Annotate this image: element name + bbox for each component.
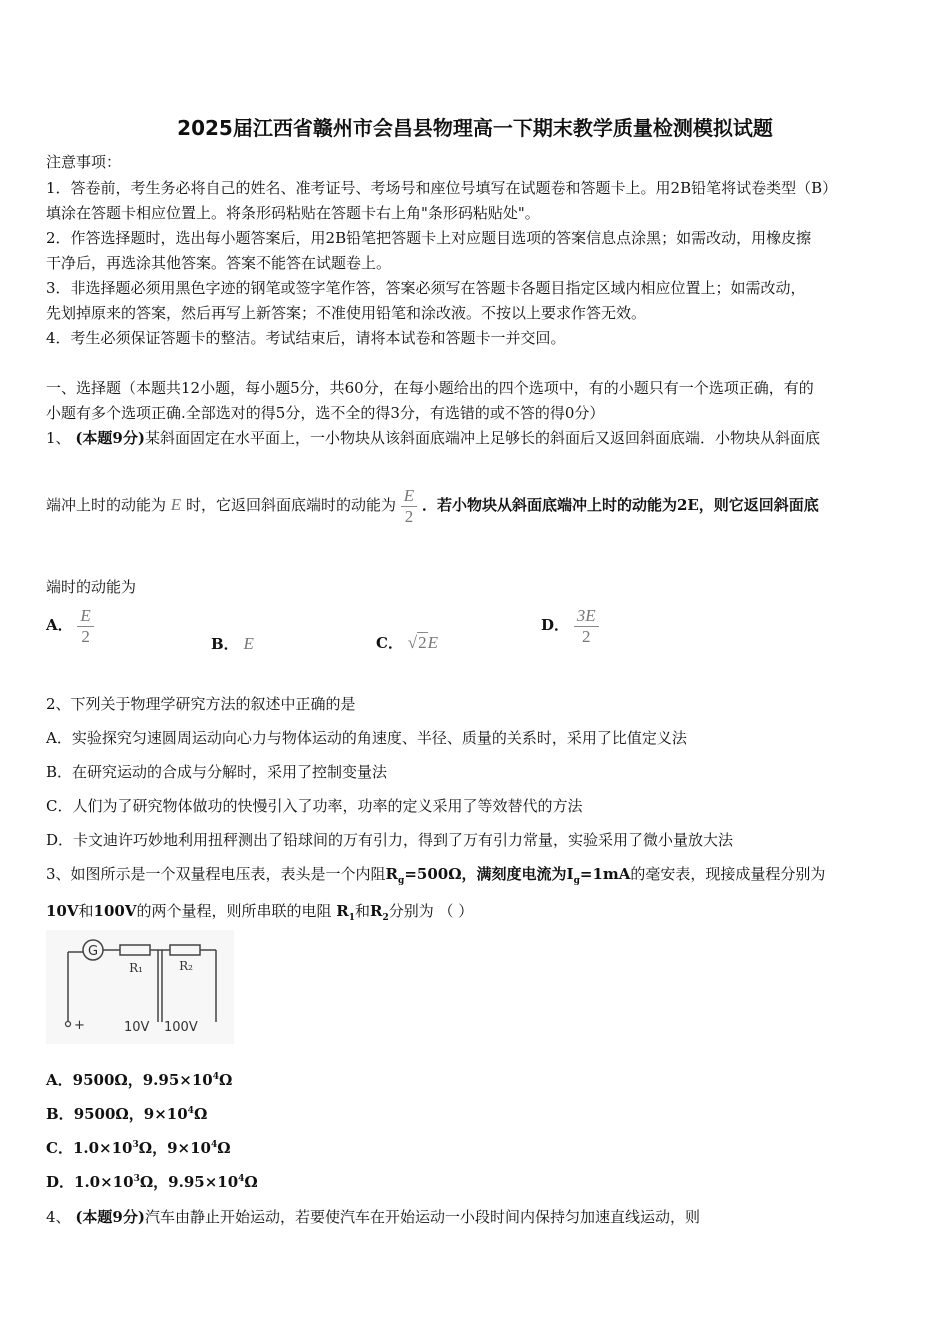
q1-score-tag: (本题9分) (75, 429, 145, 447)
q3-text-4: 的毫安表，现接成量程分别为 (630, 865, 826, 883)
q3-r1-symbol: R (336, 902, 349, 920)
q3-ig-subscript: g (573, 876, 580, 886)
notice-heading: 注意事项： (46, 153, 122, 171)
notice-line-3: 2．作答选择题时，选出每小题答案后，用2B铅笔把答题卡上对应题目选项的答案信息点涂黑；如需改动，用橡皮擦 (46, 229, 812, 247)
q2-stem: 2、下列关于物理学研究方法的叙述中正确的是 (46, 695, 356, 713)
q4-score-tag: (本题9分) (75, 1208, 145, 1226)
notice-line-6: 先划掉原来的答案，然后再写上新答案；不准使用铅笔和涂改液。不按以上要求作答无效。 (46, 304, 647, 322)
option-text: Ω，9×10 (138, 1139, 211, 1157)
q3-r1 (336, 902, 356, 923)
notice-line-7: 4．考生必须保证答题卡的整洁。考试结束后，请将本试卷和答题卡一并交回。 (46, 329, 566, 347)
notice-line-4: 干净后，再选涂其他答案。答案不能答在试题卷上。 (46, 254, 392, 272)
q3-option-d[interactable] (46, 1171, 258, 1192)
section1-line-1: 一、选择题（本题共12小题，每小题5分，共60分，在每小题给出的四个选项中，有的小题只有一个选项正确，有的 (46, 379, 814, 397)
notice-line-5: 3．非选择题必须用黑色字迹的钢笔或签字笔作答，答案必须写在答题卡各题目指定区域内相应位置上；如需改动， (46, 279, 806, 297)
option-label: C． (46, 1139, 73, 1157)
q3-text-6: 分别为 （ ） (388, 902, 474, 920)
q1-text-2c: ．若小物块从斜面底端冲上时的动能为2E，则它返回斜面底 (421, 496, 819, 515)
sqrt-radicand: 2 (418, 633, 427, 652)
q1-option-a-fraction (77, 606, 93, 646)
resistor-r1-label: R₁ (129, 961, 143, 975)
q2-option-c[interactable]: C．人们为了研究物体做功的快慢引入了功率，功率的定义采用了等效替代的方法 (46, 797, 583, 815)
option-symbol-e: E (427, 633, 438, 652)
q3-text-2: =500Ω，满刻度电流为 (404, 865, 567, 883)
q3-r2 (370, 902, 389, 923)
option-value: E (243, 634, 254, 653)
q1-number: 1、 (46, 429, 71, 447)
option-label: A． (46, 1071, 73, 1089)
q1-fraction-denominator: 2 (404, 506, 414, 526)
q1-option-d[interactable] (541, 606, 599, 646)
q3-r1-subscript: 1 (348, 913, 356, 923)
option-text: Ω，9.95×10 (139, 1173, 239, 1191)
q1-text-2a: 端冲上时的动能为 (46, 496, 167, 515)
q3-text-and-2: 和 (355, 902, 371, 920)
q1-option-b[interactable] (211, 633, 254, 654)
q1-line-3: 端时的动能为 (46, 578, 137, 596)
q3-ig-symbol: I (566, 865, 574, 883)
q3-text-and-1: 和 (78, 902, 94, 920)
q3-text-3: =1mA (579, 865, 631, 883)
q3-r2-symbol: R (370, 902, 383, 920)
q3-text-5: 的两个量程，则所串联的电阻 (136, 902, 332, 920)
fraction-numerator: E (77, 606, 93, 627)
q1-text-2b: 时，它返回斜面底端时的动能为 (185, 496, 396, 515)
q3-option-b[interactable] (46, 1103, 207, 1124)
option-label: D． (46, 1173, 75, 1191)
option-text: 9500Ω，9.95×10 (72, 1071, 213, 1089)
q3-text-1: 3、如图所示是一个双量程电压表，表头是一个内阻 (46, 865, 386, 883)
q1-line-1 (46, 427, 820, 448)
option-exponent: 3 (132, 1140, 139, 1150)
resistor-r2-label: R₂ (179, 959, 193, 973)
terminal-10v-label: 10V (124, 1020, 150, 1035)
notice-line-2: 填涂在答题卡相应位置上。将条形码粘贴在答题卡右上角"条形码粘贴处"。 (46, 204, 540, 222)
option-label: C． (376, 634, 403, 652)
option-unit: Ω (193, 1105, 208, 1123)
q1-line-2 (46, 486, 819, 526)
fraction-denominator: 2 (81, 626, 90, 646)
q3-line-1 (46, 863, 825, 886)
q3-option-a[interactable] (46, 1069, 232, 1090)
option-exponent: 4 (211, 1140, 218, 1150)
q3-ig (566, 865, 631, 886)
terminal-plus-icon (66, 1022, 71, 1027)
option-unit: Ω (217, 1139, 231, 1157)
q1-symbol-e: E (170, 495, 182, 515)
q3-rg-symbol: R (385, 865, 399, 883)
option-unit: Ω (218, 1071, 233, 1089)
q3-r2-subscript: 2 (382, 913, 389, 923)
option-exponent: 3 (133, 1174, 140, 1184)
option-exponent: 4 (238, 1174, 245, 1184)
section1-line-2: 小题有多个选项正确.全部选对的得5分，选不全的得3分，有选错的或不答的得0分） (46, 404, 605, 422)
option-unit: Ω (244, 1173, 258, 1191)
option-text: 9500Ω，9×10 (73, 1105, 188, 1123)
q2-option-b[interactable]: B．在研究运动的合成与分解时，采用了控制变量法 (46, 763, 388, 781)
notice-line-1: 1．答卷前，考生务必将自己的姓名、准考证号、考场号和座位号填写在试题卷和答题卡上。用2B铅笔将试卷类型（B） (46, 179, 838, 197)
galvanometer-label: G (87, 944, 99, 959)
option-exponent: 4 (212, 1072, 219, 1082)
q3-line-2 (46, 900, 473, 923)
q1-fraction (401, 486, 417, 526)
q1-fraction-numerator: E (401, 486, 417, 507)
q4-text: 汽车由静止开始运动，若要使汽车在开始运动一小段时间内保持匀加速直线运动，则 (144, 1208, 700, 1226)
q4-number: 4、 (46, 1208, 71, 1226)
fraction-denominator: 2 (581, 626, 591, 646)
page-title: 2025届江西省赣州市会昌县物理高一下期末教学质量检测模拟试题 (177, 116, 773, 140)
q1-option-a[interactable] (46, 606, 94, 646)
q1-option-c[interactable] (376, 632, 438, 653)
option-label: A． (46, 616, 73, 635)
q1-text-1: 某斜面固定在水平面上，一小物块从该斜面底端冲上足够长的斜面后又返回斜面底端．小物块从斜面底 (144, 429, 820, 447)
circuit-diagram (46, 930, 234, 1044)
terminal-plus-label: + (74, 1018, 85, 1033)
q2-option-d[interactable]: D．卡文迪许巧妙地利用扭秤测出了铅球间的万有引力，得到了万有引力常量，实验采用了微小量放大法 (46, 831, 734, 849)
q3-range-100v: 100V (93, 902, 137, 920)
option-label: D． (541, 616, 570, 635)
q2-option-a[interactable]: A．实验探究匀速圆周运动向心力与物体运动的角速度、半径、质量的关系时，采用了比值定义法 (46, 729, 687, 747)
q3-option-c[interactable] (46, 1137, 231, 1158)
sqrt-expression: √2 (407, 633, 427, 652)
option-text: 1.0×10 (74, 1173, 134, 1191)
q3-range-10v: 10V (46, 902, 79, 920)
option-label: B． (46, 1105, 74, 1123)
option-text: 1.0×10 (72, 1139, 133, 1157)
fraction-numerator: 3E (574, 606, 599, 627)
option-label: B． (211, 635, 239, 653)
q3-rg (385, 865, 567, 886)
option-exponent: 4 (187, 1106, 194, 1116)
q3-rg-subscript: g (398, 876, 405, 886)
terminal-100v-label: 100V (164, 1020, 198, 1035)
q4-line-1 (46, 1206, 700, 1227)
q1-option-d-fraction (574, 606, 599, 646)
